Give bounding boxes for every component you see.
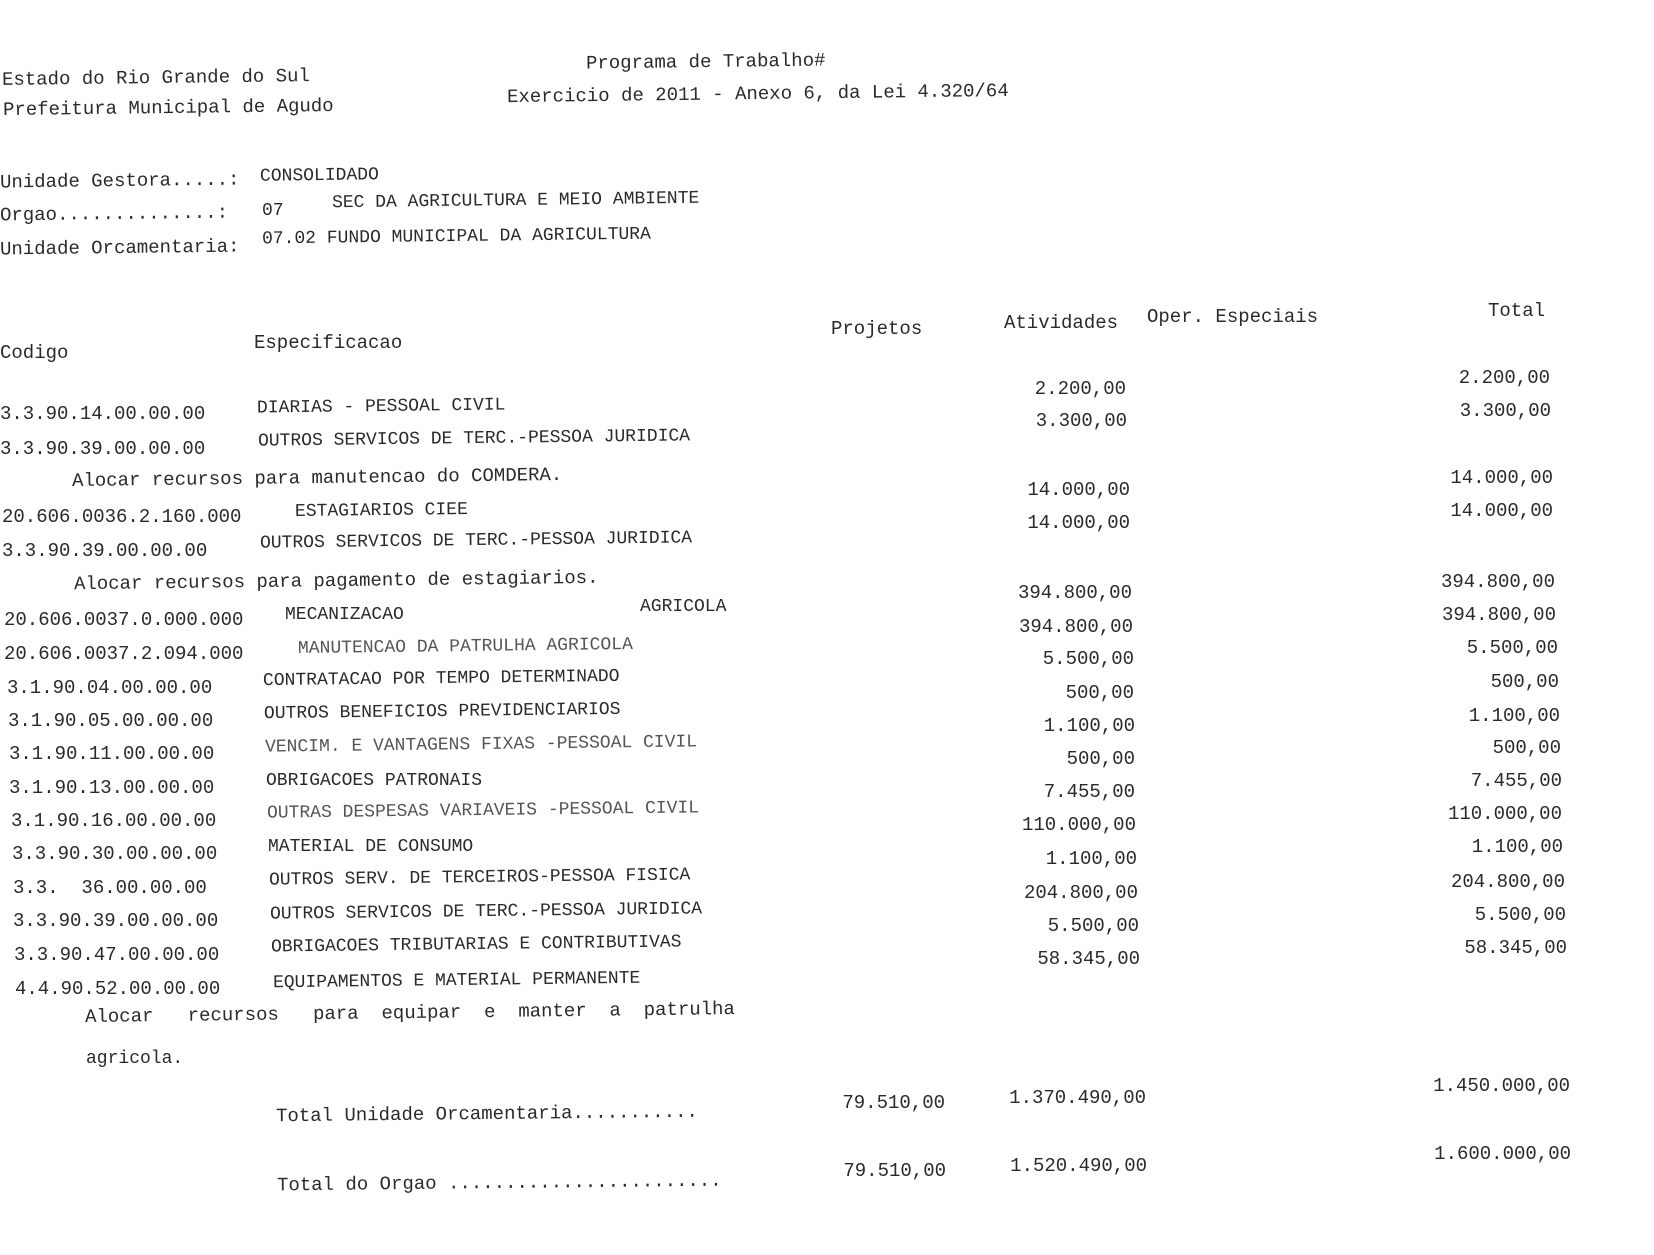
total-unidade-label: Total Unidade Orcamentaria...........: [275, 1100, 698, 1128]
column-projetos: Projetos: [831, 318, 923, 340]
row-code: 20.606.0037.2.094.000: [4, 643, 244, 665]
row-desc: VENCIM. E VANTAGENS FIXAS -PESSOAL CIVIL: [264, 732, 698, 758]
row-code: 20.606.0037.0.000.000: [4, 609, 244, 631]
row-total: 14.000,00: [1450, 500, 1553, 522]
row-note: Alocar recursos para pagamento de estagiarios.: [73, 566, 599, 596]
row-code: 3.3.90.30.00.00.00: [12, 843, 218, 865]
row-desc: MECANIZACAO: [285, 605, 404, 625]
total-unidade-total: 1.450.000,00: [1433, 1075, 1570, 1097]
total-orgao-total: 1.600.000,00: [1434, 1143, 1571, 1165]
row-atividades: 204.800,00: [1023, 882, 1138, 904]
row-code: 20.606.0036.2.160.000: [2, 506, 242, 528]
state-name: Estado do Rio Grande do Sul: [1, 65, 310, 91]
row-atividades: 14.000,00: [1027, 479, 1130, 501]
row-total: 14.000,00: [1450, 467, 1553, 489]
row-desc: OUTROS SERVICOS DE TERC.-PESSOA JURIDICA: [259, 528, 693, 554]
total-unidade-projetos: 79.510,00: [842, 1092, 945, 1114]
row-atividades: 2.200,00: [1034, 378, 1126, 400]
row-code: 3.3. 36.00.00.00: [13, 877, 207, 899]
row-desc: OUTROS SERV. DE TERCEIROS-PESSOA FISICA: [268, 865, 691, 891]
exercise-line: Exercicio de 2011 - Anexo 6, da Lei 4.320/64: [506, 79, 1009, 109]
total-orgao-projetos: 79.510,00: [843, 1160, 946, 1182]
row-desc: OUTROS BENEFICIOS PREVIDENCIARIOS: [263, 699, 621, 725]
row-code: 4.4.90.52.00.00.00: [15, 978, 221, 1000]
row-desc: DIARIAS - PESSOAL CIVIL: [256, 395, 506, 419]
row-code: 3.1.90.05.00.00.00: [8, 710, 214, 732]
program-title: Programa de Trabalho#: [585, 49, 826, 75]
row-desc: OUTROS SERVICOS DE TERC.-PESSOA JURIDICA: [269, 899, 703, 925]
row-total: 110.000,00: [1447, 803, 1562, 825]
column-codigo: Codigo: [0, 342, 69, 364]
row-desc-extra: AGRICOLA: [640, 597, 727, 617]
row-code: 3.1.90.04.00.00.00: [7, 677, 213, 699]
row-desc: MATERIAL DE CONSUMO: [268, 837, 474, 857]
row-total: 1.100,00: [1471, 836, 1563, 858]
row-desc: EQUIPAMENTOS E MATERIAL PERMANENTE: [272, 968, 641, 994]
column-especificacao: Especificacao: [254, 332, 403, 354]
row-desc: MANUTENCAO DA PATRULHA AGRICOLA: [297, 634, 633, 660]
row-total: 2.200,00: [1458, 367, 1550, 389]
row-atividades: 3.300,00: [1035, 410, 1127, 432]
row-total: 58.345,00: [1464, 937, 1567, 959]
orgao-code: 07: [262, 201, 284, 221]
row-code: 3.3.90.47.00.00.00: [14, 944, 220, 966]
row-code: 3.3.90.39.00.00.00: [0, 438, 206, 460]
total-orgao-label: Total do Orgao ........................: [276, 1169, 722, 1197]
row-desc: OUTROS SERVICOS DE TERC.-PESSOA JURIDICA: [257, 426, 691, 452]
row-desc: OBRIGACOES TRIBUTARIAS E CONTRIBUTIVAS: [270, 932, 682, 958]
row-atividades: 1.100,00: [1043, 715, 1135, 737]
row-atividades: 7.455,00: [1043, 781, 1135, 803]
row-total: 3.300,00: [1459, 400, 1551, 422]
column-atividades: Atividades: [1004, 312, 1119, 334]
row-code: 3.3.90.39.00.00.00: [13, 910, 219, 932]
column-total: Total: [1488, 300, 1546, 322]
row-atividades: 500,00: [1065, 682, 1134, 704]
row-total: 500,00: [1492, 737, 1561, 759]
row-total: 5.500,00: [1466, 637, 1558, 659]
row-atividades: 394.800,00: [1017, 582, 1132, 604]
row-desc: OBRIGACOES PATRONAIS: [266, 771, 483, 791]
row-desc: ESTAGIARIOS CIEE: [294, 499, 468, 523]
row-atividades: 500,00: [1066, 748, 1135, 770]
unidade-gestora-value: CONSOLIDADO: [259, 165, 379, 187]
row-total: 7.455,00: [1470, 770, 1562, 792]
row-total: 5.500,00: [1474, 904, 1566, 926]
row-note: Alocar recursos para equipar e manter a patrulha: [84, 998, 736, 1028]
row-note: Alocar recursos para manutencao do COMDERA.: [71, 464, 563, 492]
row-code: 3.3.90.14.00.00.00: [0, 403, 206, 425]
row-total: 500,00: [1490, 671, 1559, 693]
row-desc: OUTRAS DESPESAS VARIAVEIS -PESSOAL CIVIL: [266, 798, 700, 824]
total-unidade-atividades: 1.370.490,00: [1009, 1087, 1146, 1109]
prefecture-name: Prefeitura Municipal de Agudo: [2, 94, 334, 122]
total-orgao-atividades: 1.520.490,00: [1010, 1155, 1147, 1177]
row-atividades: 394.800,00: [1018, 616, 1133, 638]
row-atividades: 110.000,00: [1021, 814, 1136, 836]
unidade-orcamentaria-label: Unidade Orcamentaria:: [0, 235, 240, 261]
unidade-orcamentaria-value: 07.02 FUNDO MUNICIPAL DA AGRICULTURA: [261, 224, 651, 250]
row-code: 3.1.90.16.00.00.00: [11, 810, 217, 832]
row-note: agricola.: [86, 1049, 184, 1069]
row-atividades: 1.100,00: [1045, 848, 1137, 870]
unidade-gestora-label: Unidade Gestora.....:: [0, 168, 240, 194]
row-atividades: 14.000,00: [1027, 512, 1130, 534]
row-code: 3.1.90.13.00.00.00: [9, 777, 215, 799]
row-code: 3.1.90.11.00.00.00: [9, 743, 215, 765]
orgao-name: SEC DA AGRICULTURA E MEIO AMBIENTE: [331, 188, 700, 214]
row-total: 1.100,00: [1468, 705, 1560, 727]
row-desc: CONTRATACAO POR TEMPO DETERMINADO: [262, 666, 620, 692]
row-code: 3.3.90.39.00.00.00: [2, 540, 208, 562]
row-atividades: 5.500,00: [1047, 915, 1139, 937]
row-total: 394.800,00: [1441, 604, 1556, 626]
row-total: 394.800,00: [1440, 571, 1555, 593]
row-atividades: 58.345,00: [1037, 948, 1140, 970]
column-oper-especiais: Oper. Especiais: [1147, 306, 1319, 328]
row-atividades: 5.500,00: [1042, 648, 1134, 670]
row-total: 204.800,00: [1450, 871, 1565, 893]
orgao-label: Orgao..............:: [0, 201, 229, 227]
